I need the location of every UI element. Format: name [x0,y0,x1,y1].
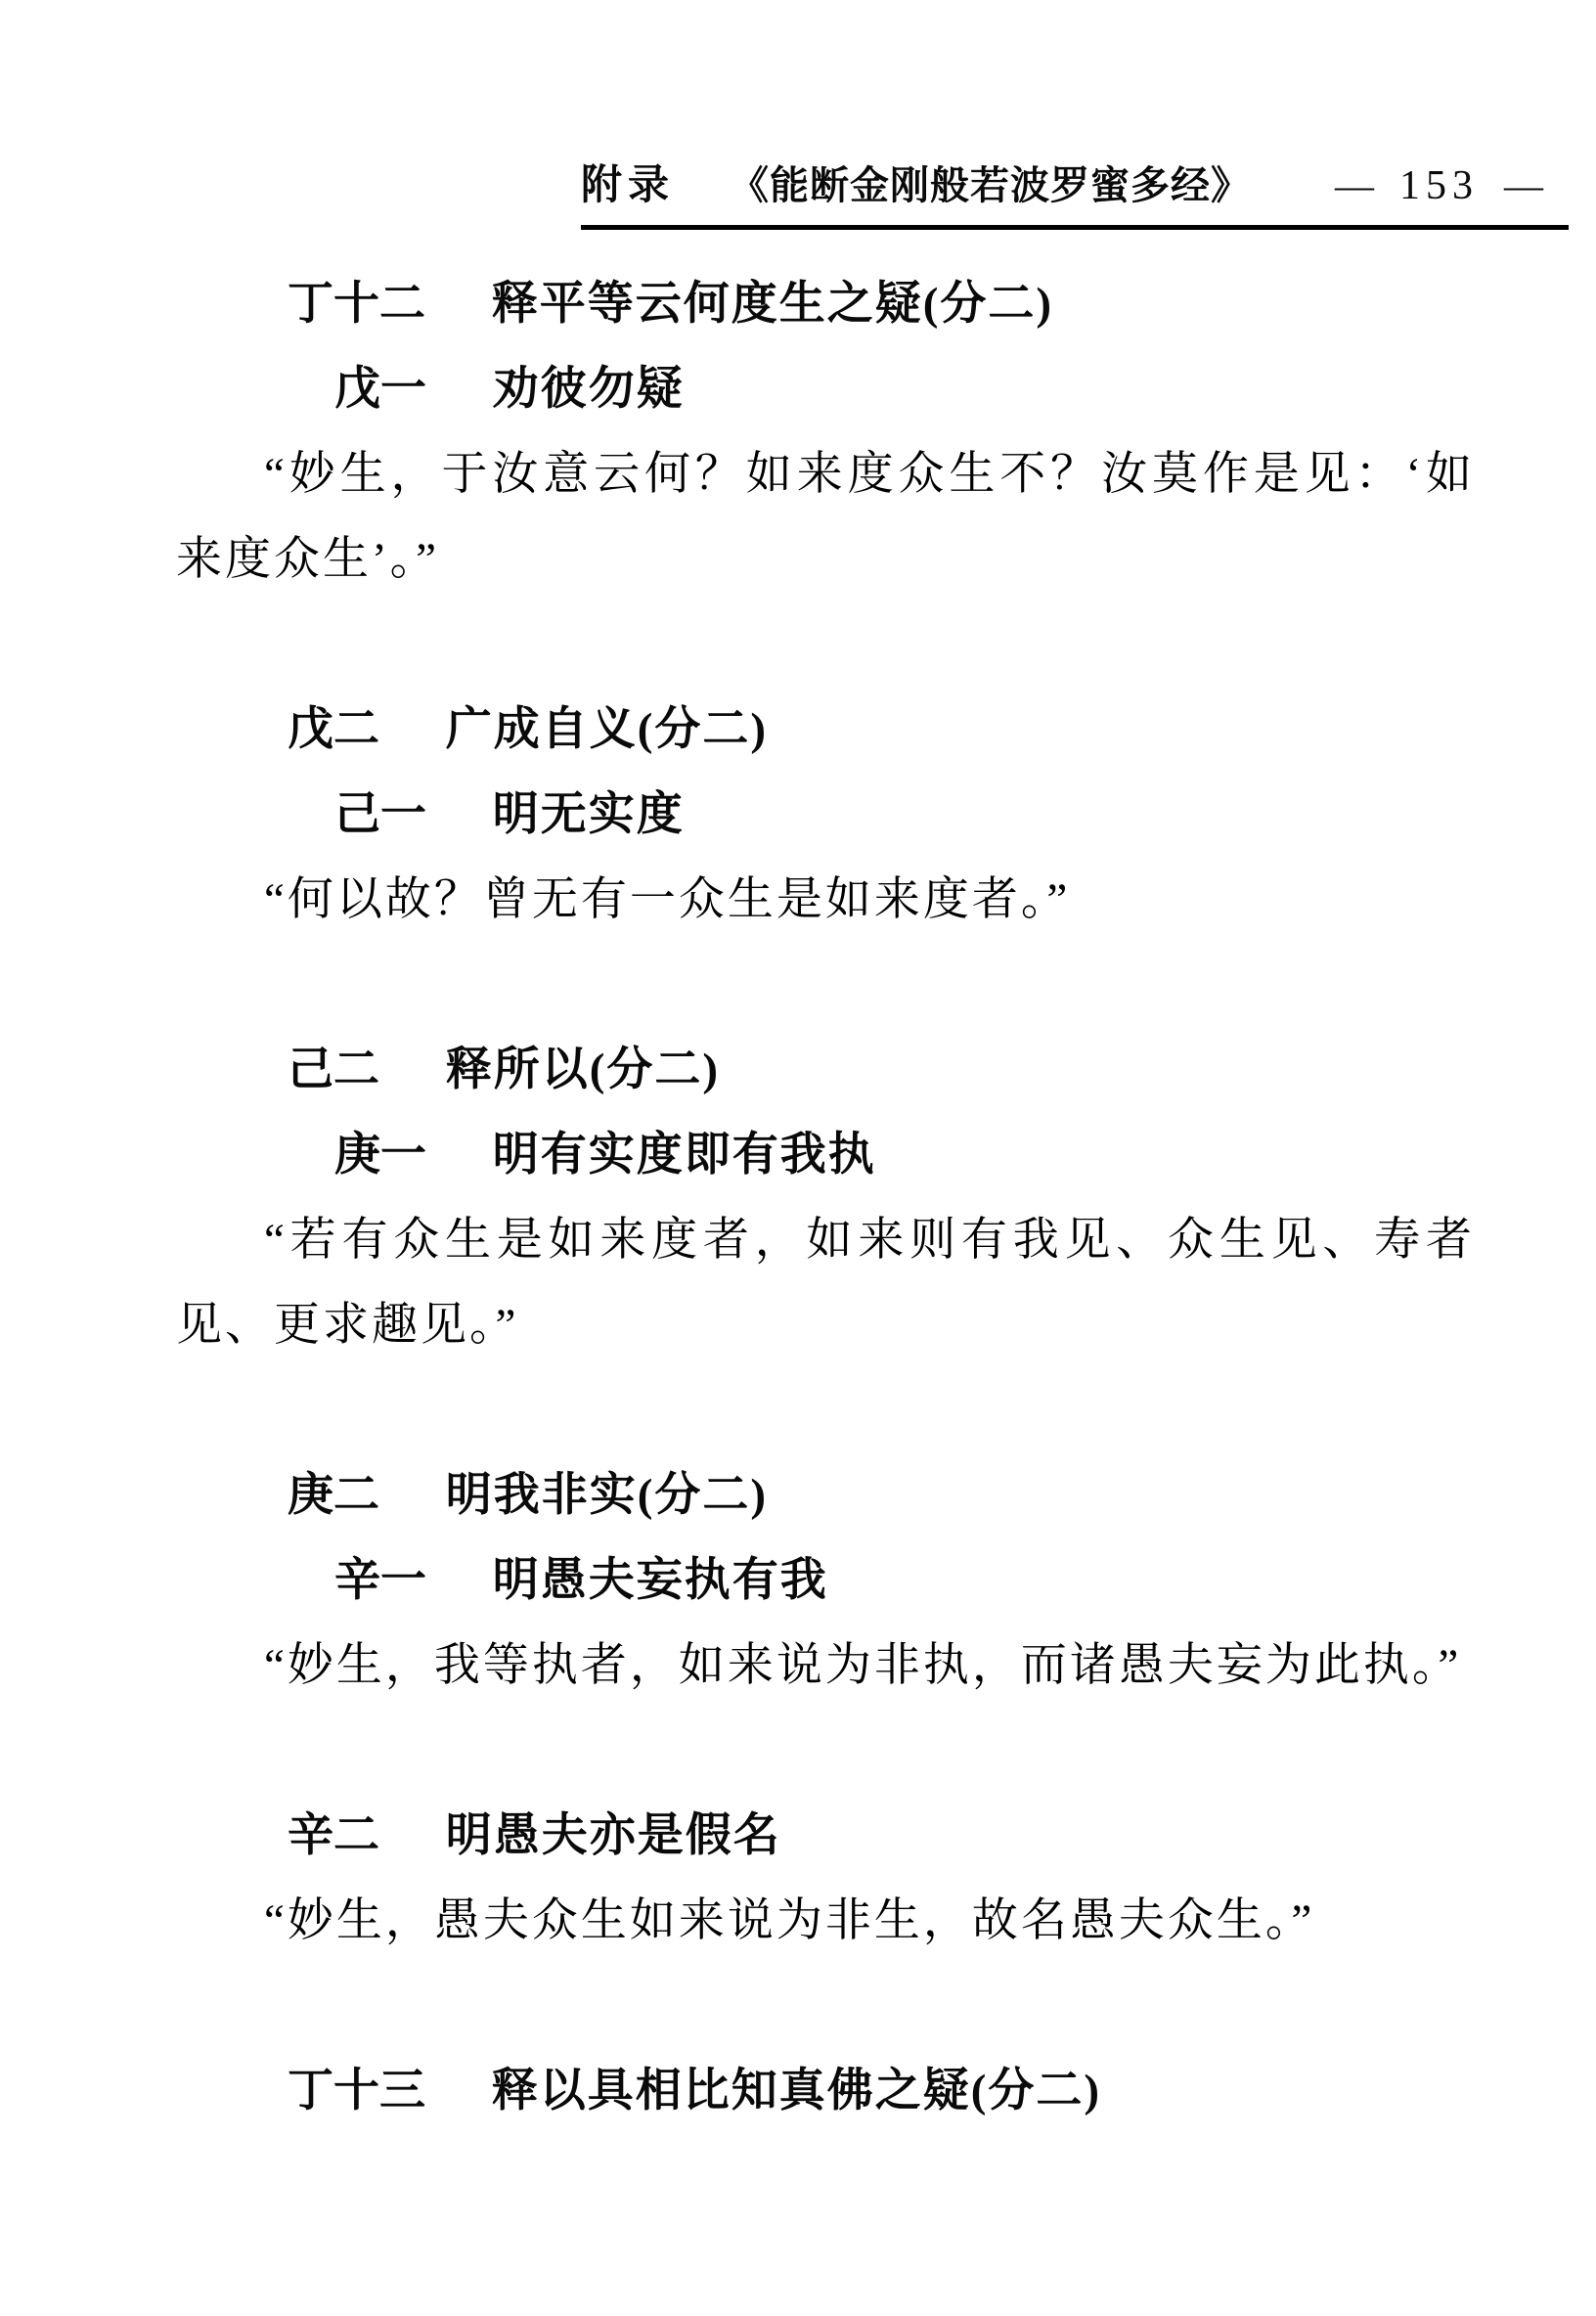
scripture-paragraph: “妙生，我等执者，如来说为非执，而诸愚夫妄为此执。” [264,1640,1462,1691]
outline-title: 释平等云何度生之疑(分二) [491,279,1054,330]
outline-title: 明愚夫亦是假名 [445,1810,781,1861]
page-number-dash-left: — [1335,163,1375,207]
outline-label: 戊一 [334,364,426,415]
outline-heading-xin2 [176,1794,1475,1879]
outline-title: 广成自义(分二) [445,704,769,755]
outline-label: 己二 [288,1045,379,1095]
outline-title: 明有实度即有我执 [492,1130,876,1180]
outline-label: 辛二 [288,1810,379,1861]
outline-title: 明我非实(分二) [445,1470,769,1521]
page-content [176,262,1475,2134]
outline-label: 丁十三 [288,2066,425,2116]
outline-label: 辛一 [334,1555,426,1606]
outline-heading-ji1 [176,773,1475,858]
scripture-paragraph: “妙生，于汝意云何？如来度众生不？汝莫作是见：‘如来度众生’。” [176,449,1475,585]
outline-title: 明无实度 [492,789,685,840]
outline-heading-wu1 [176,347,1475,432]
scripture-paragraph: “若有众生是如来度者，如来则有我见、众生见、寿者见、更求趣见。” [176,1215,1475,1351]
page-header [581,153,1569,230]
outline-title: 劝彼勿疑 [492,364,685,415]
outline-label: 己一 [334,789,426,840]
outline-heading-geng2 [176,1453,1475,1538]
outline-heading-wu2 [176,688,1475,773]
outline-title: 释以具相比知真佛之疑(分二) [491,2066,1102,2116]
outline-heading-geng1 [176,1113,1475,1198]
folio [1309,162,1569,209]
page-number-dash-right: — [1504,163,1544,207]
page-number: 153 [1399,163,1480,208]
scripture-paragraph: “妙生，愚夫众生如来说为非生，故名愚夫众生。” [264,1895,1315,1946]
outline-label: 庚二 [288,1470,379,1521]
outline-label: 戊二 [288,704,379,755]
book-title: 《能断金刚般若波罗蜜多经》 [730,163,1252,207]
appendix-label: 附录 [581,163,676,208]
scripture-paragraph: “何以故？曾无有一众生是如来度者。” [264,874,1071,925]
outline-heading-ding13 [176,2049,1475,2134]
outline-heading-ding12 [176,262,1475,347]
outline-heading-xin1 [176,1538,1475,1624]
outline-title: 释所以(分二) [445,1045,721,1095]
outline-label: 庚一 [334,1130,426,1180]
outline-heading-ji2 [176,1028,1475,1113]
outline-title: 明愚夫妄执有我 [492,1555,828,1606]
outline-label: 丁十二 [288,279,425,330]
